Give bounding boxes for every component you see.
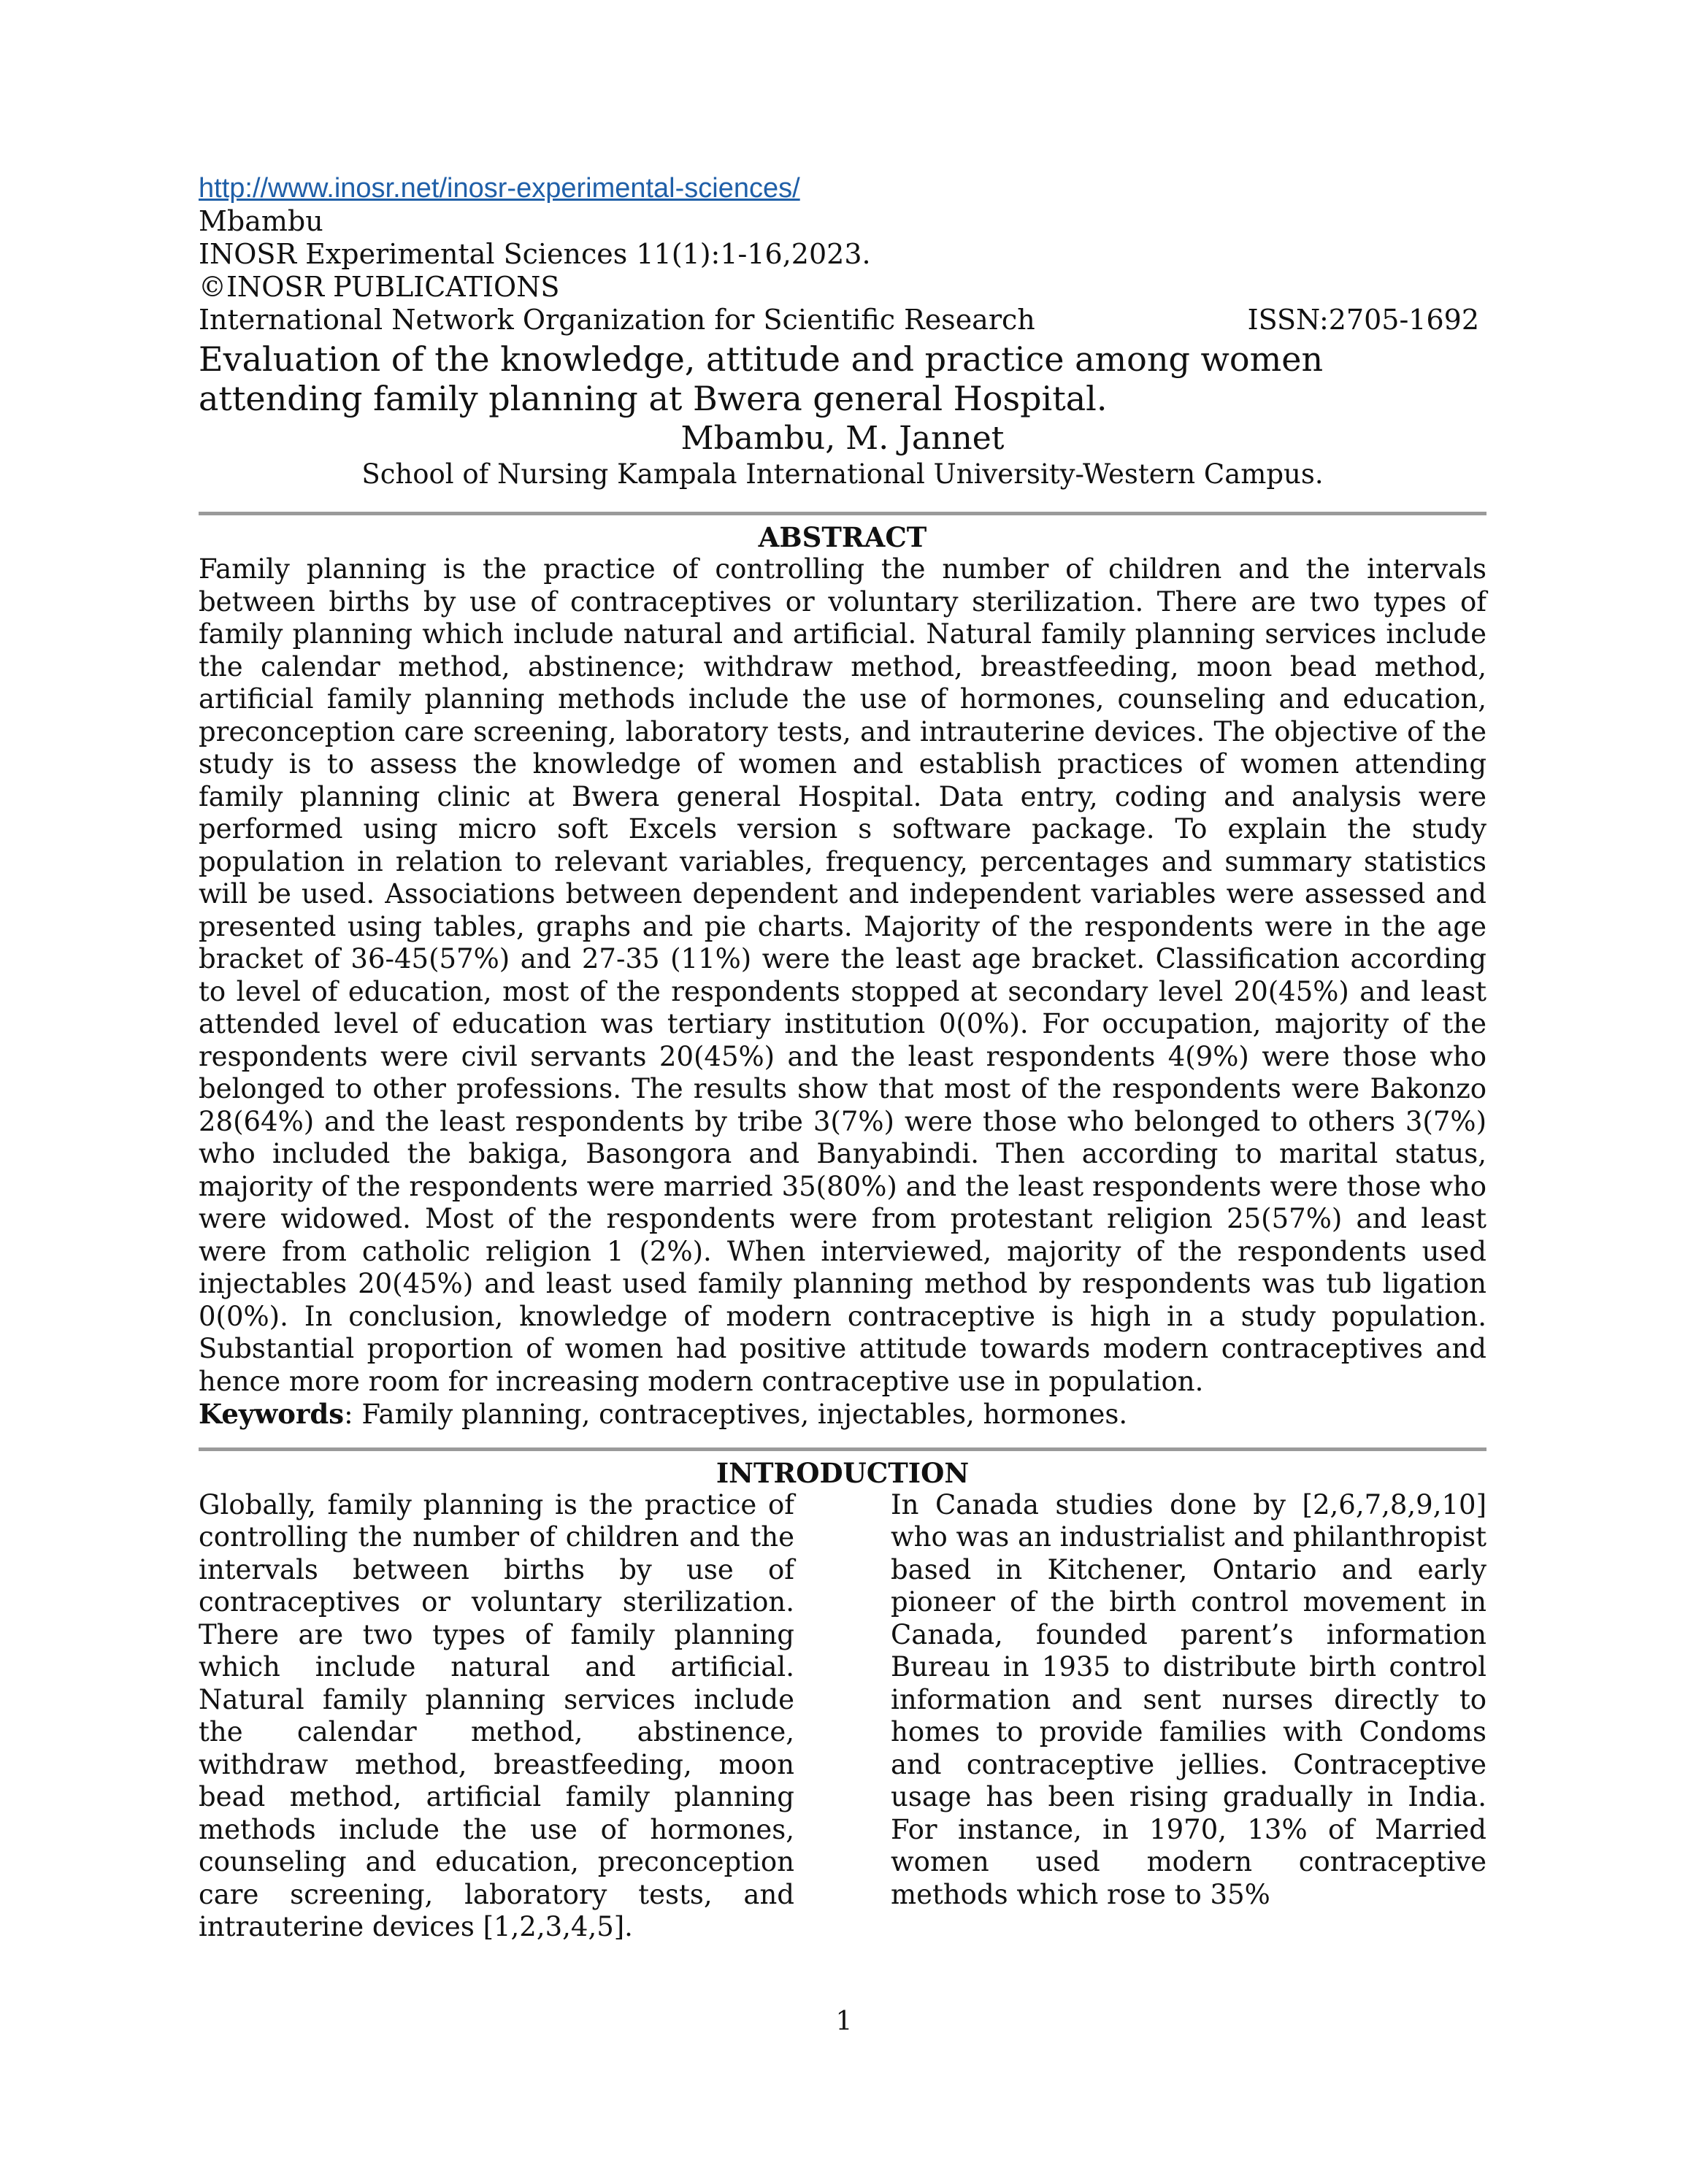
copyright-notice: ©INOSR PUBLICATIONS [199, 271, 560, 303]
article-author: Mbambu, M. Jannet [680, 420, 1005, 457]
introduction-columns [199, 1489, 1486, 1944]
page-header [199, 172, 1486, 337]
abstract-heading: ABSTRACT [758, 521, 927, 553]
journal-url-link[interactable]: http://www.inosr.net/inosr-experimental-sciences/ [199, 173, 800, 204]
keywords-label: Keywords [199, 1398, 345, 1430]
organization-row [199, 304, 1486, 337]
paper-page [199, 172, 1486, 1944]
journal-citation: INOSR Experimental Sciences 11(1):1-16,2023. [199, 238, 871, 270]
article-title: Evaluation of the knowledge, attitude and practice among women attending family planning at Bwera general Hospital. [199, 339, 1324, 418]
issn: ISSN:2705-1692 [1247, 304, 1479, 336]
divider-middle [199, 1447, 1486, 1451]
introduction-heading: INTRODUCTION [716, 1456, 970, 1489]
page-number: 1 [835, 2007, 853, 2037]
divider-top [199, 512, 1486, 515]
author-affiliation: School of Nursing Kampala International University-Western Campus. [361, 458, 1324, 490]
introduction-left-column: Globally, family planning is the practice of controlling the number of children and the intervals between births by use of contraceptives or voluntary sterilization. There are two types of family planning which include natural and artificial. Natural family planning services include the calendar method, abstinence, withdraw method, breastfeeding, moon bead method, artificial family planning methods include the use of hormones, counseling and education, preconception care screening, laboratory tests, and intrauterine devices [1,2,3,4,5]. [199, 1488, 794, 1942]
abstract-body: Family planning is the practice of controlling the number of children and the intervals between births by use of contraceptives or voluntary sterilization. There are two types of family planning which include natural and artificial. Natural family planning services include the calendar method, abstinence; withdraw method, breastfeeding, moon bead method, artificial family planning methods include the use of hormones, counseling and education, preconception care screening, laboratory tests, and intrauterine devices. The objective of the study is to assess the knowledge of women and establish practices of women attending family planning clinic at Bwera general Hospital. Data entry, coding and analysis were performed using micro soft Excels version s software package. To explain the study population in relation to relevant variables, frequency, percentages and summary statistics will be used. Associations between dependent and independent variables were assessed and presented using tables, graphs and pie charts. Majority of the respondents were in the age bracket of 36-45(57%) and 27-35 (11%) were the least age bracket. Classification according to level of education, most of the respondents stopped at secondary level 20(45%) and least attended level of education was tertiary institution 0(0%). For occupation, majority of the respondents were civil servants 20(45%) and the least respondents 4(9%) were those who belonged to other professions. The results show that most of the respondents were Bakonzo 28(64%) and the least respondents by tribe 3(7%) were those who belonged to others 3(7%) who included the bakiga, Basongora and Banyabindi. Then according to marital status, majority of the respondents were married 35(80%) and the least respondents were those who were widowed. Most of the respondents were from protestant religion 25(57%) and least were from catholic religion 1 (2%). When interviewed, majority of the respondents used injectables 20(45%) and least used family planning method by respondents was tub ligation 0(0%). In conclusion, knowledge of modern contraceptive is high in a study population. Substantial proportion of women had positive attitude towards modern contraceptives and hence more room for increasing modern contraceptive use in population. [199, 553, 1486, 1397]
running-author: Mbambu [199, 205, 323, 237]
introduction-right-column: In Canada studies done by [2,6,7,8,9,10] who was an industrialist and philanthropist based in Kitchener, Ontario and early pioneer of the birth control movement in Canada, founded parent’s information Bureau in 1935 to distribute birth control information and sent nurses directly to homes to provide families with Condoms and contraceptive jellies. Contraceptive usage has been rising gradually in India. For instance, in 1970, 13% of Married women used modern contraceptive methods which rose to 35% [891, 1488, 1487, 1910]
organization-name: International Network Organization for Scientific Research [199, 304, 1035, 336]
keywords-text: : Family planning, contraceptives, injectables, hormones. [344, 1399, 1128, 1430]
keywords-line [199, 1398, 1486, 1431]
